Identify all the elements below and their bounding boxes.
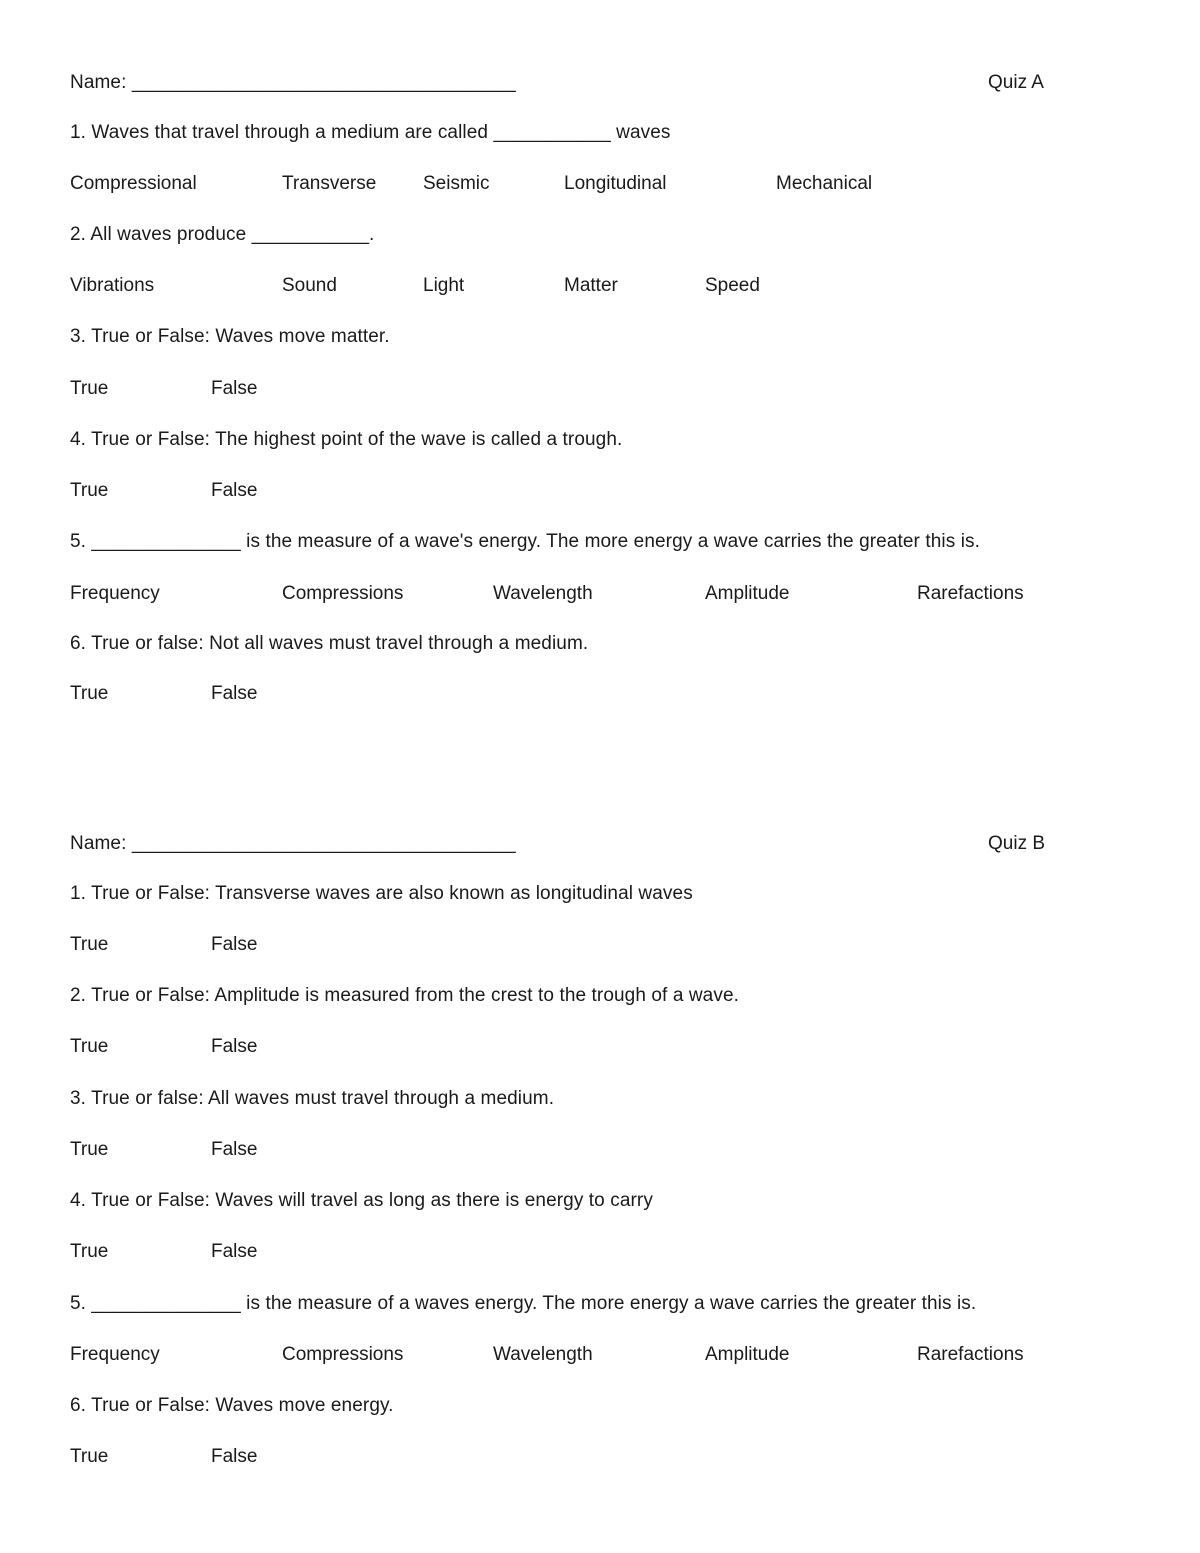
- quiz-a-q5-option-1[interactable]: Frequency: [70, 583, 160, 604]
- quiz-b-question-2: 2. True or False: Amplitude is measured from the crest to the trough of a wave.: [70, 985, 739, 1006]
- quiz-b-name-line[interactable]: Name: ____________________________________: [70, 833, 516, 854]
- quiz-a-question-1: 1. Waves that travel through a medium are called ___________ waves: [70, 122, 671, 143]
- quiz-a-question-6: 6. True or false: Not all waves must travel through a medium.: [70, 633, 589, 654]
- quiz-b-question-3: 3. True or false: All waves must travel through a medium.: [70, 1088, 555, 1109]
- quiz-b-question-5: 5. ______________ is the measure of a waves energy. The more energy a wave carries the greater this is.: [70, 1293, 977, 1314]
- quiz-a-question-3: 3. True or False: Waves move matter.: [70, 326, 390, 347]
- quiz-a-q1-option-4[interactable]: Longitudinal: [564, 173, 667, 194]
- quiz-b-q5-option-3[interactable]: Wavelength: [493, 1344, 593, 1365]
- quiz-a-q5-option-3[interactable]: Wavelength: [493, 583, 593, 604]
- quiz-a-label: Quiz A: [988, 72, 1044, 93]
- quiz-b-label: Quiz B: [988, 833, 1046, 854]
- quiz-a-q6-option-true[interactable]: True: [70, 683, 109, 704]
- quiz-a-q3-option-true[interactable]: True: [70, 378, 109, 399]
- quiz-a-q6-option-false[interactable]: False: [211, 683, 258, 704]
- quiz-a-q1-option-5[interactable]: Mechanical: [776, 173, 873, 194]
- quiz-a-q5-option-2[interactable]: Compressions: [282, 583, 404, 604]
- quiz-a-q1-option-2[interactable]: Transverse: [282, 173, 377, 194]
- quiz-a-q2-option-2[interactable]: Sound: [282, 275, 337, 296]
- quiz-b-q5-option-1[interactable]: Frequency: [70, 1344, 160, 1365]
- quiz-a-question-4: 4. True or False: The highest point of the wave is called a trough.: [70, 429, 623, 450]
- quiz-a-q2-option-5[interactable]: Speed: [705, 275, 760, 296]
- quiz-a-q5-option-4[interactable]: Amplitude: [705, 583, 790, 604]
- quiz-a-q3-option-false[interactable]: False: [211, 378, 258, 399]
- quiz-b-q1-option-false[interactable]: False: [211, 934, 258, 955]
- quiz-a-name-line[interactable]: Name: ____________________________________: [70, 72, 516, 93]
- quiz-a-question-2: 2. All waves produce ___________.: [70, 224, 375, 245]
- quiz-a-q4-option-true[interactable]: True: [70, 480, 109, 501]
- quiz-b-q4-option-false[interactable]: False: [211, 1241, 258, 1262]
- quiz-b-q2-option-true[interactable]: True: [70, 1036, 109, 1057]
- quiz-b-question-4: 4. True or False: Waves will travel as long as there is energy to carry: [70, 1190, 653, 1211]
- quiz-a-question-5: 5. ______________ is the measure of a wave's energy. The more energy a wave carries the greater this is.: [70, 531, 981, 552]
- quiz-b-q2-option-false[interactable]: False: [211, 1036, 258, 1057]
- quiz-a-q2-option-1[interactable]: Vibrations: [70, 275, 155, 296]
- quiz-b-q1-option-true[interactable]: True: [70, 934, 109, 955]
- quiz-b-q5-option-5[interactable]: Rarefactions: [917, 1344, 1024, 1365]
- quiz-b-question-6: 6. True or False: Waves move energy.: [70, 1395, 394, 1416]
- quiz-b-q5-option-4[interactable]: Amplitude: [705, 1344, 790, 1365]
- quiz-a-q5-option-5[interactable]: Rarefactions: [917, 583, 1024, 604]
- quiz-a-q2-option-4[interactable]: Matter: [564, 275, 618, 296]
- quiz-b-q4-option-true[interactable]: True: [70, 1241, 109, 1262]
- quiz-b-q3-option-false[interactable]: False: [211, 1139, 258, 1160]
- quiz-b-question-1: 1. True or False: Transverse waves are also known as longitudinal waves: [70, 883, 693, 904]
- quiz-a-q1-option-1[interactable]: Compressional: [70, 173, 197, 194]
- quiz-b-q6-option-true[interactable]: True: [70, 1446, 109, 1467]
- quiz-a-q2-option-3[interactable]: Light: [423, 275, 465, 296]
- quiz-b-q6-option-false[interactable]: False: [211, 1446, 258, 1467]
- quiz-a-q4-option-false[interactable]: False: [211, 480, 258, 501]
- quiz-b-q3-option-true[interactable]: True: [70, 1139, 109, 1160]
- quiz-a-q1-option-3[interactable]: Seismic: [423, 173, 490, 194]
- quiz-b-q5-option-2[interactable]: Compressions: [282, 1344, 404, 1365]
